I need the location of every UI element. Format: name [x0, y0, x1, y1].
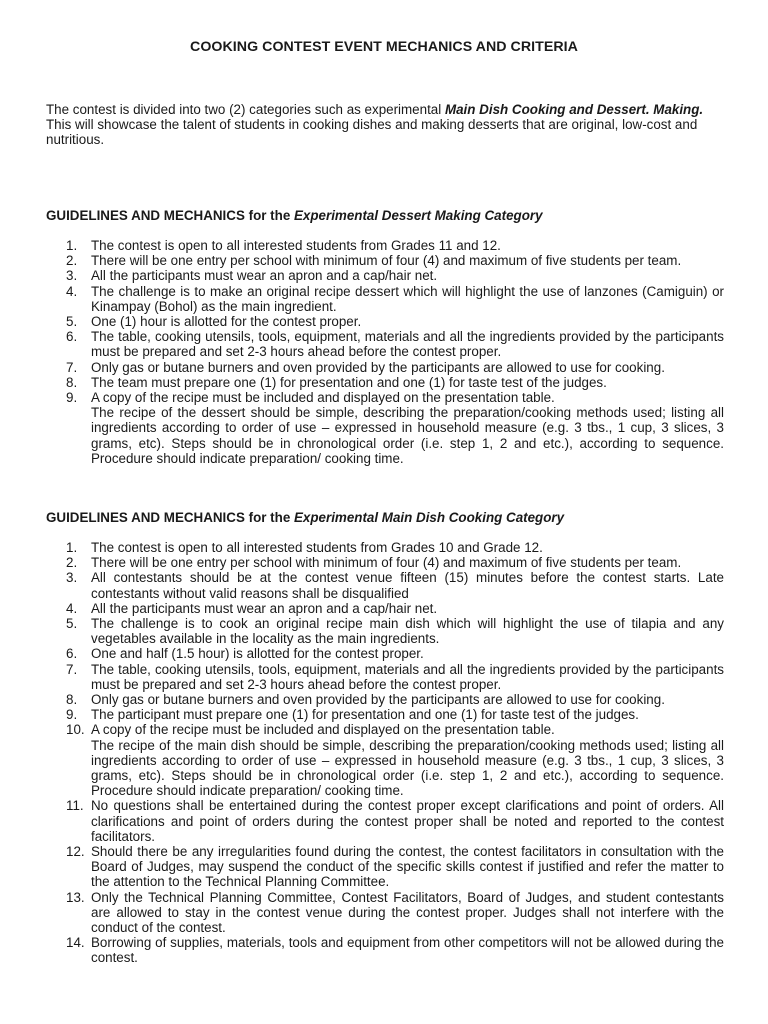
intro-line-categories — [46, 102, 724, 117]
list-item — [46, 722, 724, 798]
item-number: 4. — [66, 283, 78, 299]
list-item — [46, 935, 724, 965]
item-number: 8. — [66, 374, 78, 390]
item-text: Only the Technical Planning Committee, Contest Facilitators, Board of Judges, and student contestants are allowed to stay in the contest venue during the contest proper. Judges shall not interfere with the conduct of the contest. — [91, 889, 724, 936]
item-number: 9. — [66, 390, 78, 406]
main-dish-guidelines-list — [46, 540, 724, 966]
item-number: 13. — [66, 889, 85, 905]
list-item — [46, 360, 724, 375]
item-text: There will be one entry per school with minimum of four (4) and maximum of five students per team. — [91, 253, 682, 269]
list-item — [46, 570, 724, 600]
list-item — [46, 253, 724, 268]
list-item — [46, 375, 724, 390]
list-item — [46, 540, 724, 555]
item-subtext: The recipe of the main dish should be simple, describing the preparation/cooking methods used; listing all ingredients according to order of use – expressed in household measure (e.g. 3 tbs., 1 cup, 3 slices, 3 grams, etc). Steps should be in chronological order (i.e. step 1, 2 and etc.), according to sequence. Procedure should indicate preparation/ cooking time. — [91, 737, 724, 799]
item-number: 6. — [66, 329, 78, 345]
item-text: The table, cooking utensils, tools, equipment, materials and all the ingredients provided by the participants must be prepared and set 2-3 hours ahead before the contest proper. — [91, 329, 724, 360]
list-item — [46, 329, 724, 359]
item-text: A copy of the recipe must be included and displayed on the presentation table. — [91, 722, 555, 738]
item-number: 9. — [66, 707, 78, 723]
list-item — [46, 646, 724, 661]
item-number: 14. — [66, 935, 85, 951]
item-text: One and half (1.5 hour) is allotted for the contest proper. — [91, 646, 424, 662]
section-heading-main-dish — [46, 510, 726, 525]
intro-text: The contest is divided into two (2) categories such as experimental — [46, 102, 445, 117]
heading-category: Experimental Main Dish Cooking Category — [293, 510, 565, 525]
list-item — [46, 844, 724, 890]
item-text: Only gas or butane burners and oven provided by the participants are allowed to use for cooking. — [91, 359, 665, 375]
item-number: 2. — [66, 253, 78, 269]
list-item — [46, 555, 724, 570]
item-number: 6. — [66, 646, 78, 662]
section-heading-dessert — [46, 208, 726, 223]
item-number: 3. — [66, 570, 78, 586]
item-number: 12. — [66, 844, 85, 860]
item-number: 4. — [66, 600, 78, 616]
item-number: 1. — [66, 540, 78, 555]
heading-prefix: GUIDELINES AND MECHANICS for the — [46, 510, 294, 525]
item-number: 2. — [66, 555, 78, 571]
item-text: There will be one entry per school with minimum of four (4) and maximum of five students per team. — [91, 555, 682, 571]
item-text: Only gas or butane burners and oven provided by the participants are allowed to use for cooking. — [91, 692, 665, 708]
item-text: The contest is open to all interested students from Grades 11 and 12. — [91, 238, 501, 253]
item-text: The team must prepare one (1) for presentation and one (1) for taste test of the judges. — [91, 374, 607, 390]
list-item — [46, 284, 724, 314]
list-item — [46, 798, 724, 844]
item-text: Should there be any irregularities found during the contest, the contest facilitators in consultation with the Board of Judges, may suspend the conduct of the specific skills contest if justified and refer the matter to the attention to the Technical Planning Committee. — [91, 844, 724, 890]
item-text: The table, cooking utensils, tools, equipment, materials and all the ingredients provided by the participants must be prepared and set 2-3 hours ahead before the contest proper. — [91, 661, 724, 692]
intro-line-showcase: This will showcase the talent of students in cooking dishes and making desserts that are original, low-cost and nutritious. — [46, 117, 698, 148]
list-item — [46, 601, 724, 616]
list-item — [46, 692, 724, 707]
item-text: All the participants must wear an apron and a cap/hair net. — [91, 268, 438, 284]
list-item — [46, 268, 724, 283]
list-item — [46, 890, 724, 936]
item-subtext: The recipe of the dessert should be simple, describing the preparation/cooking methods used; listing all ingredients according to order of use – expressed in household measure (e.g. 3 tbs., 1 cup, 3 slices, 3 grams, etc). Steps should be in chronological order (i.e. step 1, 2 and etc.), according to sequence. Procedure should indicate preparation/ cooking time. — [91, 405, 724, 466]
list-item — [46, 707, 724, 722]
item-number: 7. — [66, 359, 78, 375]
item-number: 11. — [66, 798, 84, 814]
item-number: 3. — [66, 268, 78, 284]
item-number: 5. — [66, 616, 78, 632]
heading-prefix: GUIDELINES AND MECHANICS for the — [46, 208, 294, 223]
item-text: The challenge is to make an original recipe dessert which will highlight the use of lanzones (Camiguin) or Kinampay (Bohol) as the main ingredient. — [91, 283, 724, 314]
item-text: The contest is open to all interested students from Grades 10 and Grade 12. — [91, 540, 543, 555]
heading-category: Experimental Dessert Making Category — [293, 208, 543, 223]
dessert-guidelines-list — [46, 238, 724, 466]
intro-paragraph — [46, 102, 724, 148]
item-text: No questions shall be entertained during the contest proper except clarifications and point of orders. All clarifications and point of orders during the contest proper shall be noted and reported to the contest facilitators. — [91, 798, 724, 844]
item-number: 7. — [66, 661, 78, 677]
item-text: A copy of the recipe must be included and displayed on the presentation table. — [91, 390, 555, 406]
item-text: The participant must prepare one (1) for presentation and one (1) for taste test of the judges. — [91, 707, 639, 723]
list-item — [46, 662, 724, 692]
item-number: 1. — [66, 238, 78, 253]
item-text: The challenge is to cook an original recipe main dish which will highlight the use of tilapia and any vegetables available in the locality as the main ingredients. — [91, 616, 724, 647]
list-item — [46, 390, 724, 466]
intro-emphasis: Main Dish Cooking and Dessert. Making. — [444, 102, 704, 117]
item-text: Borrowing of supplies, materials, tools and equipment from other competitors will not be allowed during the contest. — [91, 935, 724, 966]
item-number: 10. — [66, 722, 85, 738]
item-number: 8. — [66, 692, 78, 708]
document-title: COOKING CONTEST EVENT MECHANICS AND CRITERIA — [190, 39, 578, 55]
item-text: All the participants must wear an apron and a cap/hair net. — [91, 600, 438, 616]
item-number: 5. — [66, 314, 78, 330]
list-item — [46, 238, 724, 253]
list-item — [46, 616, 724, 646]
list-item — [46, 314, 724, 329]
item-text: One (1) hour is allotted for the contest proper. — [91, 314, 362, 330]
item-text: All contestants should be at the contest venue fifteen (15) minutes before the contest starts. Late contestants without valid reasons shall be disqualified — [91, 570, 724, 601]
